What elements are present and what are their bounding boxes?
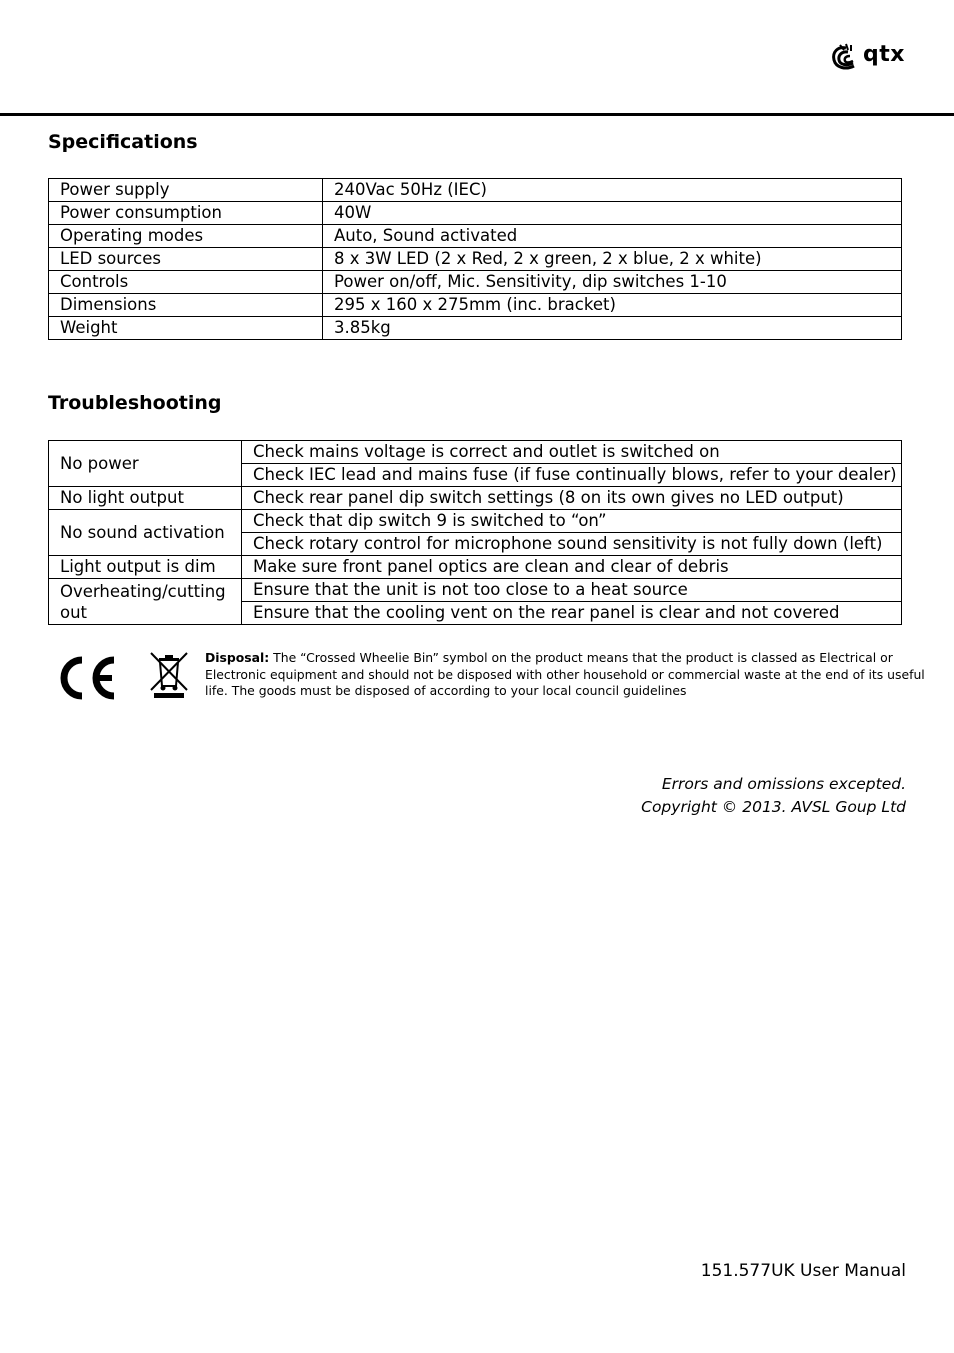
trouble-problem: No power bbox=[49, 441, 242, 487]
spec-row bbox=[49, 248, 902, 271]
spec-value: Power on/off, Mic. Sensitivity, dip switches 1-10 bbox=[323, 271, 902, 294]
trouble-solution: Check IEC lead and mains fuse (if fuse continually blows, refer to your dealer) bbox=[242, 464, 902, 487]
disposal-notice bbox=[205, 650, 935, 700]
spec-label: Dimensions bbox=[49, 294, 323, 317]
errors-text: Errors and omissions excepted. bbox=[661, 775, 906, 793]
trouble-row bbox=[49, 579, 902, 602]
trouble-problem: No sound activation bbox=[49, 510, 242, 556]
trouble-solution: Check that dip switch 9 is switched to “on” bbox=[242, 510, 902, 533]
crossed-wheelie-bin-icon bbox=[148, 650, 190, 700]
spec-row bbox=[49, 294, 902, 317]
specifications-heading: Specifications bbox=[48, 131, 198, 153]
trouble-row bbox=[49, 510, 902, 533]
qtx-logo bbox=[830, 40, 910, 74]
ce-mark-icon bbox=[58, 652, 118, 702]
trouble-row bbox=[49, 487, 902, 510]
trouble-problem: No light output bbox=[49, 487, 242, 510]
spec-row bbox=[49, 225, 902, 248]
spec-label: LED sources bbox=[49, 248, 323, 271]
trouble-row bbox=[49, 441, 902, 464]
spec-value: 40W bbox=[323, 202, 902, 225]
spec-label: Operating modes bbox=[49, 225, 323, 248]
trouble-problem: Overheating/cutting out bbox=[49, 579, 242, 625]
spec-row bbox=[49, 179, 902, 202]
spec-label: Controls bbox=[49, 271, 323, 294]
troubleshooting-heading: Troubleshooting bbox=[48, 392, 222, 414]
trouble-solution: Make sure front panel optics are clean and clear of debris bbox=[242, 556, 902, 579]
manual-footer: 151.577UK User Manual bbox=[700, 1261, 906, 1281]
copyright-text: Copyright © 2013. AVSL Goup Ltd bbox=[641, 798, 906, 816]
spec-row bbox=[49, 317, 902, 340]
spec-value: Auto, Sound activated bbox=[323, 225, 902, 248]
logo-text: qtx bbox=[863, 42, 905, 67]
troubleshooting-table bbox=[48, 440, 902, 625]
spec-label: Power supply bbox=[49, 179, 323, 202]
specifications-table bbox=[48, 178, 902, 340]
trouble-solution: Check rear panel dip switch settings (8 on its own gives no LED output) bbox=[242, 487, 902, 510]
spec-value: 240Vac 50Hz (IEC) bbox=[323, 179, 902, 202]
spec-row bbox=[49, 271, 902, 294]
trouble-row bbox=[49, 556, 902, 579]
spec-label: Weight bbox=[49, 317, 323, 340]
errors-notice bbox=[641, 773, 906, 819]
spec-label: Power consumption bbox=[49, 202, 323, 225]
spec-value: 3.85kg bbox=[323, 317, 902, 340]
header-rule bbox=[0, 113, 954, 116]
spec-value: 8 x 3W LED (2 x Red, 2 x green, 2 x blue, 2 x white) bbox=[323, 248, 902, 271]
trouble-solution: Check rotary control for microphone sound sensitivity is not fully down (left) bbox=[242, 533, 902, 556]
trouble-solution: Ensure that the cooling vent on the rear panel is clear and not covered bbox=[242, 602, 902, 625]
spec-row bbox=[49, 202, 902, 225]
trouble-solution: Ensure that the unit is not too close to a heat source bbox=[242, 579, 902, 602]
qtx-swirl-logo-icon bbox=[830, 42, 860, 72]
disposal-text: The “Crossed Wheelie Bin” symbol on the product means that the product is classed as Electrical or Electronic equipment and should not be disposed with other household or commercial waste at the end of its useful life. The goods must be disposed of according to your local council guidelines bbox=[205, 650, 925, 698]
trouble-solution: Check mains voltage is correct and outlet is switched on bbox=[242, 441, 902, 464]
trouble-problem: Light output is dim bbox=[49, 556, 242, 579]
spec-value: 295 x 160 x 275mm (inc. bracket) bbox=[323, 294, 902, 317]
disposal-label: Disposal: bbox=[205, 650, 270, 665]
